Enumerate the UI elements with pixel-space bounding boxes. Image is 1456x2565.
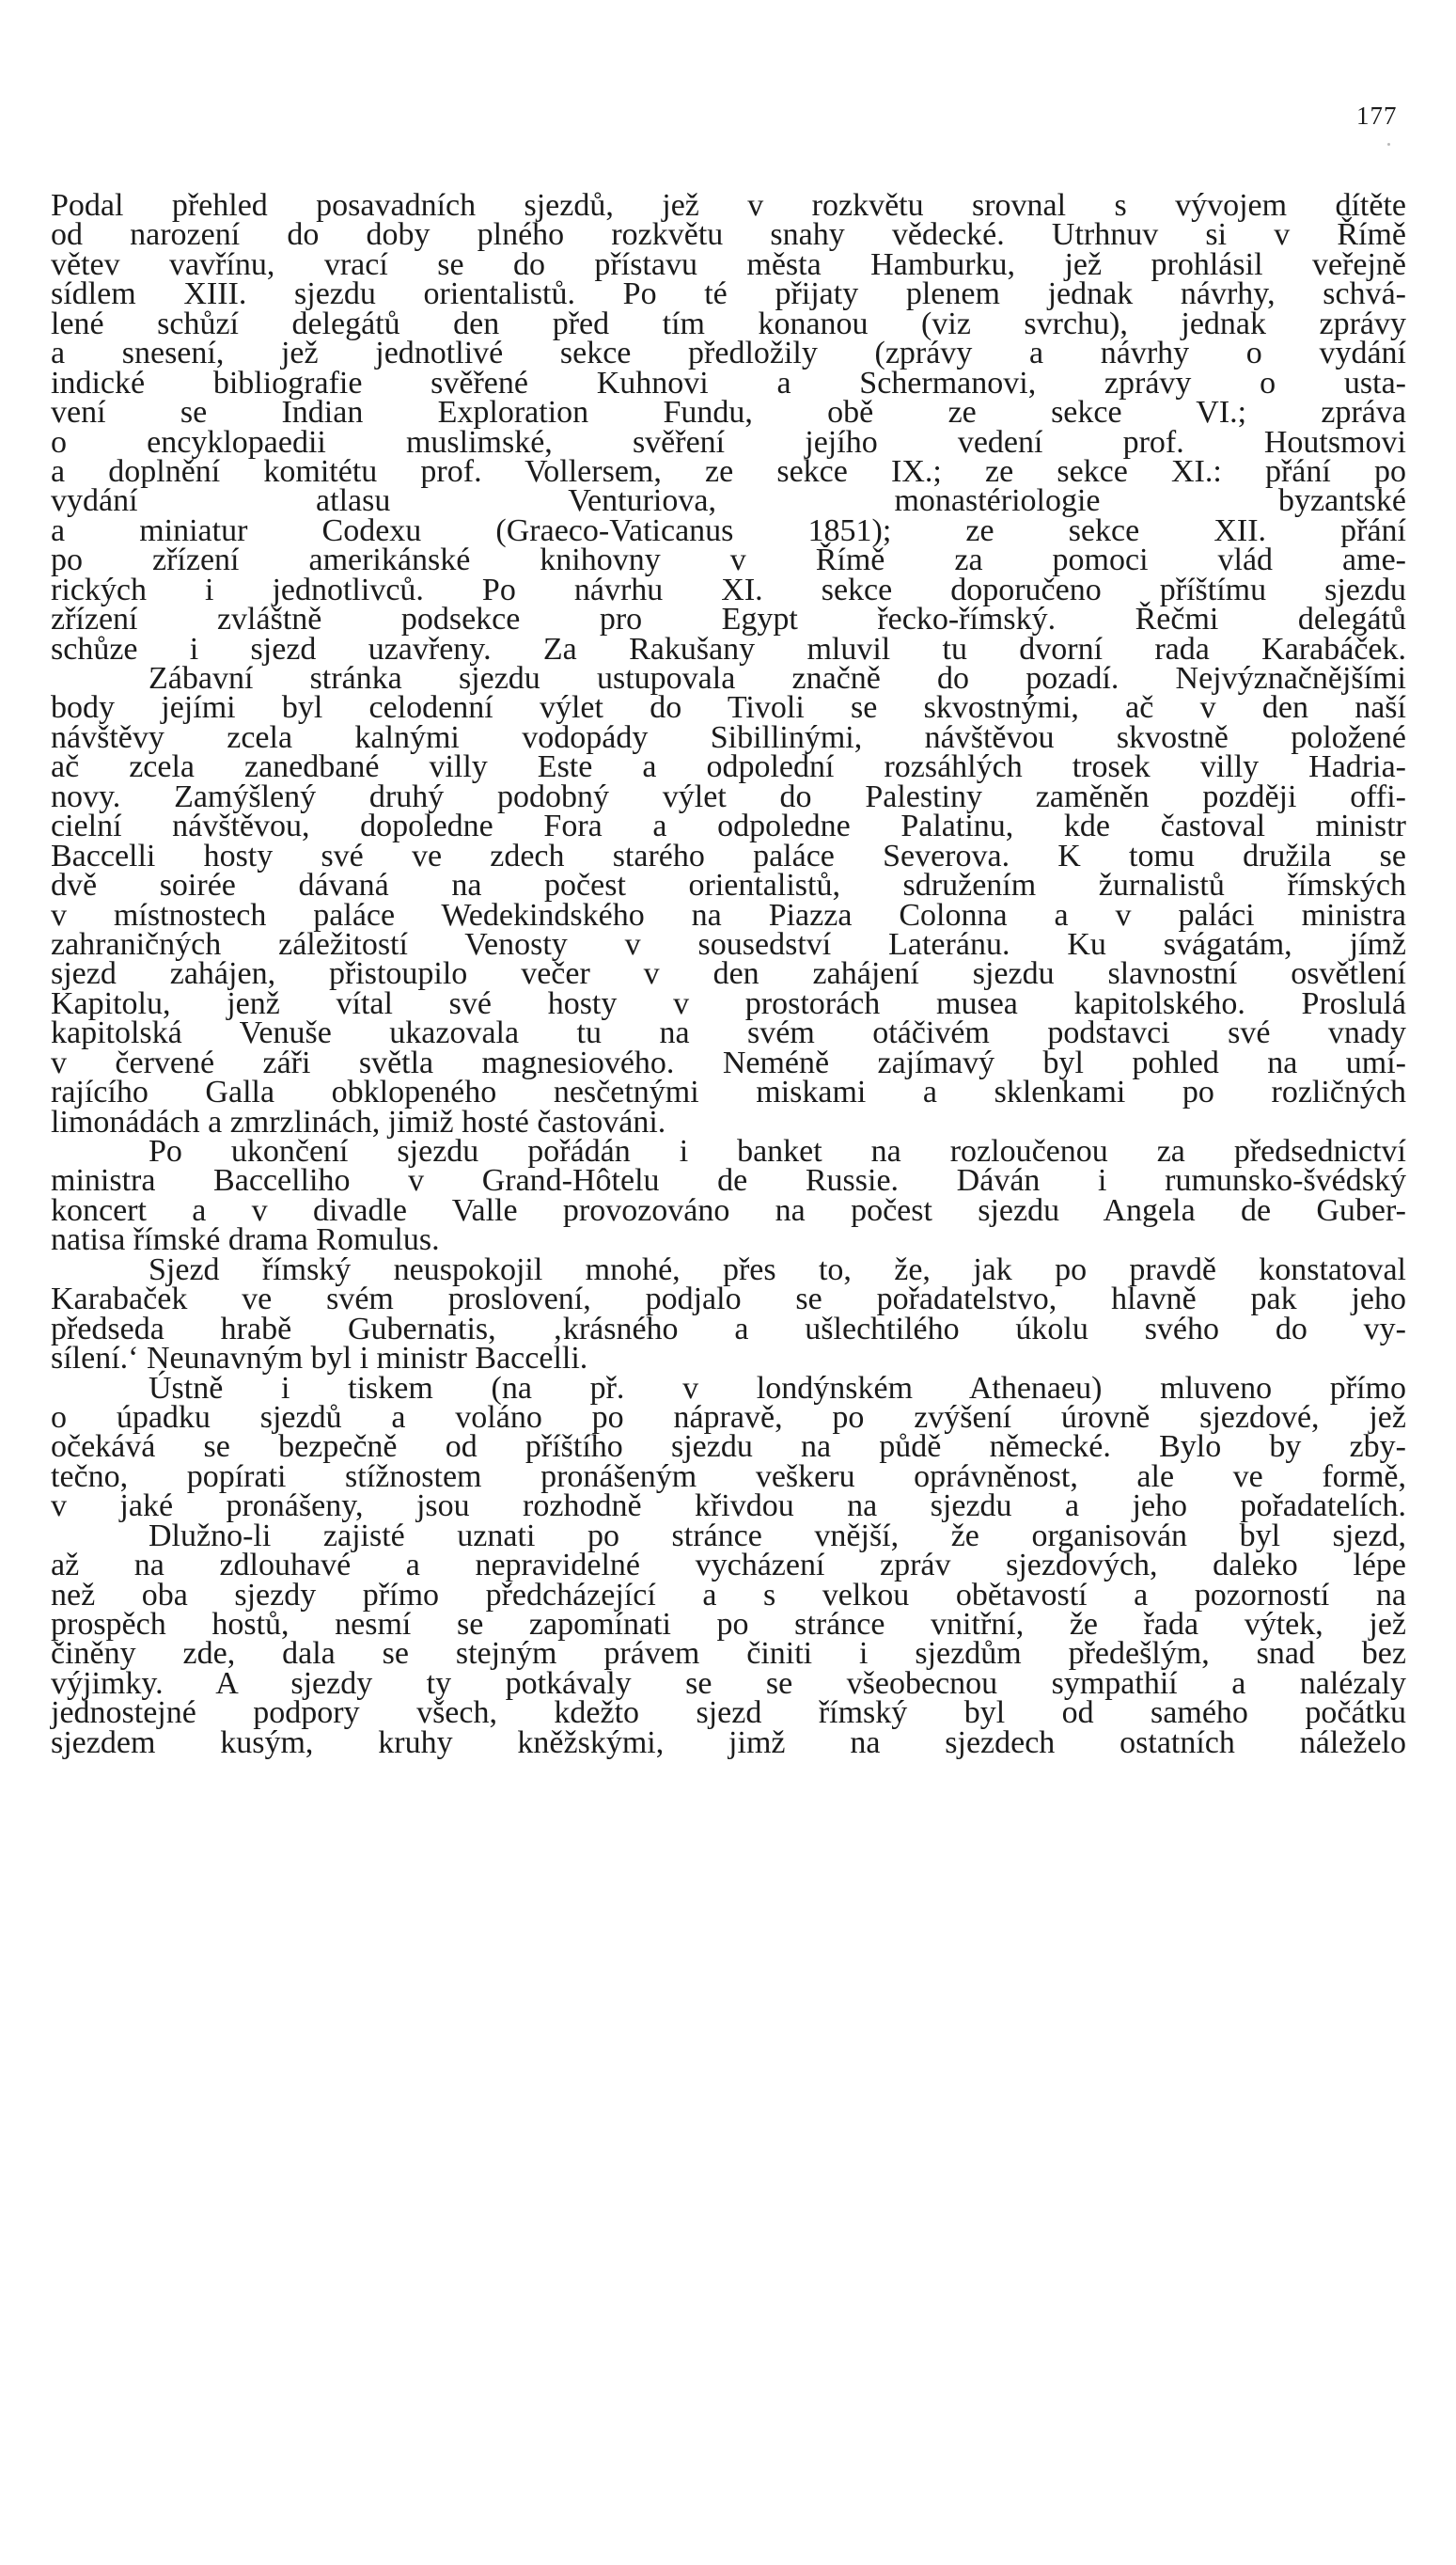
text-line: větev vavřínu, vrací se do přístavu města Hamburku, jež prohlásil veřejně — [51, 246, 1406, 282]
text-line: Zábavní stránka sjezdu ustupovala značně do pozadí. Nejvýznačnějšími — [149, 661, 1406, 696]
page-number: 177 — [1356, 102, 1398, 130]
text-line: návštěvy zcela kalnými vodopády Sibillinými, návštěvou skvostně položené — [51, 719, 1406, 755]
text-line: rických i jednotlivců. Po návrhu XI. sekce doporučeno příštímu sjezdu — [51, 572, 1406, 607]
text-line: rajícího Galla obklopeného nesčetnými miskami a sklenkami po rozličných — [51, 1075, 1406, 1110]
text-line: v jaké pronášeny, jsou rozhodně křivdou na sjezdu a jeho pořadatelích. — [51, 1488, 1406, 1524]
text-line: ač zcela zanedbané villy Este a odpolední rozsáhlých trosek villy Hadria- — [51, 749, 1406, 785]
text-line: lené schůzí delegátů den před tím konanou (viz svrchu), jednak zprávy — [51, 306, 1406, 341]
text-line: Ústně i tiskem (na př. v londýnském Athenaeu) mluveno přímo — [149, 1370, 1406, 1406]
text-line: sílení.‘ Neunavným byl i ministr Baccelli. — [51, 1341, 588, 1377]
text-line: předseda hrabě Gubernatis, ‚krásného a ušlechtilého úkolu svého do vy- — [51, 1311, 1406, 1346]
text-line: koncert a v divadle Valle provozováno na počest sjezdu Angela de Guber- — [51, 1192, 1406, 1228]
text-line: body jejími byl celodenní výlet do Tivoli se skvostnými, ač v den naší — [51, 690, 1406, 726]
scan-speck — [1387, 143, 1390, 146]
text-line: o úpadku sjezdů a voláno po nápravě, po zvýšení úrovně sjezdové, jež — [51, 1399, 1406, 1435]
text-line: sjezdem kusým, kruhy kněžskými, jimž na sjezdech ostatních náleželo — [51, 1724, 1406, 1760]
text-line: o encyklopaedii muslimské, svěření jejího vedení prof. Houtsmovi — [51, 424, 1406, 460]
text-line: zahraničných záležitostí Venosty v sousedství Lateránu. Ku svágatám, jímž — [51, 926, 1406, 962]
text-line: schůze i sjezd uzavřeny. Za Rakušany mluvil tu dvorní rada Karabáček. — [51, 631, 1406, 667]
text-line: a miniatur Codexu (Graeco-Vaticanus 1851); ze sekce XII. přání — [51, 512, 1406, 548]
text-line: od narození do doby plného rozkvětu snahy vědecké. Utrhnuv si v Římě — [51, 217, 1406, 253]
text-line: indické bibliografie svěřené Kuhnovi a Schermanovi, zprávy o usta- — [51, 365, 1406, 401]
text-line: v červené záři světla magnesiového. Neméně zajímavý byl pohled na umí- — [51, 1045, 1406, 1080]
text-line: Podal přehled posavadních sjezdů, jež v rozkvětu srovnal s vývojem dítěte — [51, 188, 1406, 223]
text-line: prospěch hostů, nesmí se zapomínati po stránce vnitřní, že řada výtek, jež — [51, 1607, 1406, 1642]
text-line: jednostejné podpory všech, kdežto sjezd římský byl od samého počátku — [51, 1695, 1406, 1731]
text-line: sídlem XIII. sjezdu orientalistů. Po té přijaty plenem jednak návrhy, schvá- — [51, 276, 1406, 312]
text-line: až na zdlouhavé a nepravidelné vycházení zpráv sjezdových, daleko lépe — [51, 1548, 1406, 1583]
text-line: tečno, popírati stížnostem pronášeným veškeru oprávněnost, ale ve formě, — [51, 1458, 1406, 1494]
body-text — [51, 188, 1406, 1760]
text-line: v místnostech paláce Wedekindského na Piazza Colonna a v paláci ministra — [51, 897, 1406, 933]
text-line: dvě soirée dávaná na počest orientalistů, sdružením žurnalistů římských — [51, 868, 1406, 904]
text-line: Po ukončení sjezdu pořádán i banket na rozloučenou za předsednictví — [149, 1134, 1406, 1169]
text-line: a snesení, jež jednotlivé sekce předložily (zprávy a návrhy o vydání — [51, 336, 1406, 371]
text-line: vení se Indian Exploration Fundu, obě ze sekce VI.; zpráva — [51, 395, 1406, 431]
text-line: kapitolská Venuše ukazovala tu na svém otáčivém podstavci své vnady — [51, 1015, 1406, 1051]
text-line: po zřízení amerikánské knihovny v Římě za pomoci vlád ame- — [51, 543, 1406, 578]
text-line: než oba sjezdy přímo předcházející a s velkou obětavostí a pozorností na — [51, 1577, 1406, 1613]
text-line: cielní návštěvou, dopoledne Fora a odpoledne Palatinu, kde častoval ministr — [51, 809, 1406, 844]
text-line: Sjezd římský neuspokojil mnohé, přes to, že, jak po pravdě konstatoval — [149, 1251, 1406, 1287]
text-line: novy. Zamýšlený druhý podobný výlet do Palestiny zaměněn později offi- — [51, 779, 1406, 814]
text-line: Dlužno-li zajisté uznati po stránce vnější, že organisován byl sjezd, — [149, 1518, 1406, 1553]
text-line: a doplnění komitétu prof. Vollersem, ze sekce IX.; ze sekce XI.: přání po — [51, 453, 1406, 489]
text-line: očekává se bezpečně od příštího sjezdu na půdě německé. Bylo by zby- — [51, 1429, 1406, 1465]
text-line: limonádách a zmrzlinách, jimiž hosté častováni. — [51, 1104, 666, 1140]
text-line: činěny zde, dala se stejným právem činiti i sjezdům předešlým, snad bez — [51, 1636, 1406, 1672]
text-line: ministra Baccelliho v Grand-Hôtelu de Russie. Dáván i rumunsko-švédský — [51, 1163, 1406, 1199]
text-line: Kapitolu, jenž vítal své hosty v prostorách musea kapitolského. Proslulá — [51, 985, 1406, 1021]
text-line: výjimky. A sjezdy ty potkávaly se se všeobecnou sympathií a nalézaly — [51, 1665, 1406, 1701]
text-line: vydání atlasu Venturiova, monastériologie byzantské — [51, 483, 1406, 519]
text-line: Baccelli hosty své ve zdech starého paláce Severova. K tomu družila se — [51, 838, 1406, 873]
text-line: zřízení zvláštně podsekce pro Egypt řecko-římský. Řečmi delegátů — [51, 602, 1406, 637]
text-line: Karabaček ve svém proslovení, podjalo se pořadatelstvo, hlavně pak jeho — [51, 1282, 1406, 1317]
text-line: sjezd zahájen, přistoupilo večer v den zahájení sjezdu slavnostní osvětlení — [51, 956, 1406, 992]
text-line: natisa římské drama Romulus. — [51, 1222, 440, 1258]
